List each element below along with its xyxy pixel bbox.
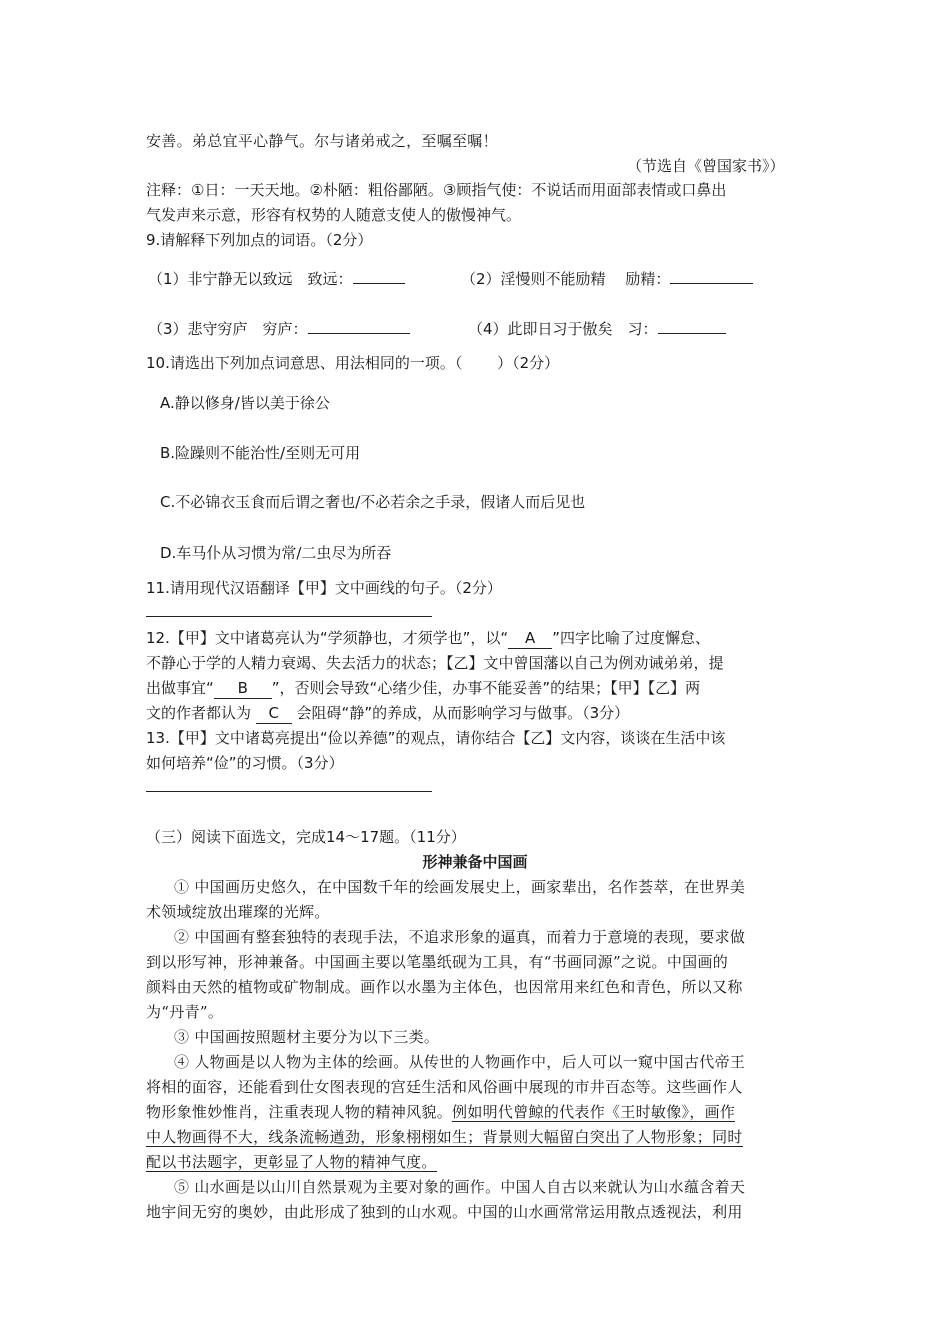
para-4-line-2: 将相的面容，还能看到仕女图表现的宫廷生活和风俗画中展现的市井百态等。这些画作人 <box>146 1078 743 1096</box>
q13-line-1: 13.【甲】文中诸葛亮提出“俭以养德”的观点，请你结合【乙】文内容，谈谈在生活中该 <box>146 729 726 747</box>
q12-line-1 <box>146 628 710 649</box>
q9-answer-2-blank[interactable] <box>670 268 753 284</box>
para-1-line-2: 术领域绽放出璀璨的光辉。 <box>146 903 330 921</box>
q10-option-a[interactable]: A.静以修身/皆以美于徐公 <box>160 394 330 412</box>
para-2-line-2: 到以形写神，形神兼备。中国画主要以笔墨纸砚为工具，有“书画同源”之说。中国画的 <box>146 953 729 971</box>
q9-answer-1-blank[interactable] <box>353 268 405 284</box>
q12-line-3-b: ”，否则会导致“心绪少佳，办事不能妥善”的结果；【甲】【乙】两 <box>271 679 701 697</box>
q10-option-d[interactable]: D.车马仆从习惯为常/二虫尽为所吞 <box>160 544 392 562</box>
para-1-line-1: ① 中国画历史悠久，在中国数千年的绘画发展史上，画家辈出，名作荟萃，在世界美 <box>174 878 746 896</box>
para-2-line-4: 为“丹青”。 <box>146 1003 224 1021</box>
para-4-underlined-start: 例如明代曾鲸的代表作《王时敏像》，画作 <box>452 1103 736 1121</box>
q10-stem: 10.请选出下列加点词意思、用法相同的一项。（ ）（2分） <box>146 354 560 372</box>
q9-item-1 <box>148 268 405 289</box>
section3-heading: （三）阅读下面选文，完成14～17题。（11分） <box>146 828 466 846</box>
yi-text-last-line: 安善。弟总宜平心静气。尔与诸弟戒之，至嘱至嘱！ <box>146 132 498 150</box>
q9-item-3 <box>148 318 410 339</box>
notes-line-2: 气发声来示意，形容有权势的人随意支使人的傲慢神气。 <box>146 206 522 224</box>
q10-option-b[interactable]: B.险躁则不能治性/至则无可用 <box>160 444 361 462</box>
q12-line-1-b: ”四字比喻了过度懈怠、 <box>552 629 710 647</box>
q12-line-3-a: 出做事宜“ <box>146 679 214 697</box>
q12-line-4-b: 会阻碍“静”的养成，从而影响学习与做事。（3分） <box>291 704 630 722</box>
para-4-line-3 <box>146 1102 735 1122</box>
para-2-line-3: 颜料由天然的植物或矿物制成。画作以水墨为主体色，也因常用来红色和青色，所以又称 <box>146 978 743 996</box>
yi-source: （节选自《曾国家书》） <box>627 157 785 175</box>
para-2-line-1: ② 中国画有整套独特的表现手法，不追求形象的逼真，而着力于意境的表现，要求做 <box>174 928 746 946</box>
q9-item-3-text: （3）悲守穷庐 穷庐： <box>148 320 308 338</box>
q12-blank-a[interactable]: A <box>508 628 552 649</box>
para-4-line-5 <box>146 1152 437 1172</box>
para-3: ③ 中国画按照题材主要分为以下三类。 <box>174 1028 440 1046</box>
q12-line-1-a: 12.【甲】文中诸葛亮认为“学须静也，才须学也”，以“ <box>146 629 509 647</box>
q9-item-4-text: （4）此即日习于傲矣 习： <box>468 320 658 338</box>
q9-item-1-text: （1）非宁静无以致远 致远： <box>148 270 353 288</box>
q12-line-2: 不静心于学的人精力衰竭、失去活力的状态；【乙】文中曾国藩以自己为例劝诫弟弟，提 <box>146 654 724 672</box>
q12-line-4-a: 文的作者都认为 <box>146 704 256 722</box>
para-5-line-1: ⑤ 山水画是以山川自然景观为主要对象的画作。中国人自古以来就认为山水蕴含着天 <box>174 1178 746 1196</box>
q9-answer-3-blank[interactable] <box>308 318 410 334</box>
para-4-underlined-mid: 中人物画得不大，线条流畅遒劲，形象栩栩如生；背景则大幅留白突出了人物形象；同时 <box>146 1128 743 1146</box>
q12-line-3 <box>146 678 700 699</box>
para-4-line-1: ④ 人物画是以人物为主体的绘画。从传世的人物画作中，后人可以一窥中国古代帝王 <box>174 1053 746 1071</box>
q12-line-4 <box>146 703 629 724</box>
q12-blank-b[interactable]: B <box>214 678 272 699</box>
q9-item-2 <box>461 268 753 289</box>
q9-item-4 <box>468 318 726 339</box>
para-4-line-3-a: 物形象惟妙惟肖，注重表现人物的精神风貌。 <box>146 1103 453 1121</box>
q12-blank-c[interactable]: C <box>256 703 292 724</box>
article-title: 形神兼备中国画 <box>422 853 528 871</box>
q9-stem: 9.请解释下列加点的词语。（2分） <box>146 231 373 249</box>
para-4-underlined-end: 配以书法题字，更彰显了人物的精神气度。 <box>146 1153 437 1171</box>
para-4-line-4 <box>146 1127 743 1147</box>
q9-item-2-text: （2）淫慢则不能励精 励精： <box>461 270 671 288</box>
q10-option-c[interactable]: C.不必锦衣玉食而后谓之奢也/不必若余之手录，假诸人而后见也 <box>160 493 586 511</box>
q13-answer-line[interactable] <box>146 791 432 792</box>
q9-answer-4-blank[interactable] <box>658 318 726 334</box>
q11-answer-line[interactable] <box>146 616 432 617</box>
notes-line-1: 注释：①日：一天天地。②朴陋：粗俗鄙陋。③顾指气使：不说话而用面部表情或口鼻出 <box>146 181 727 199</box>
para-5-line-2: 地宇间无穷的奥妙，由此形成了独到的山水观。中国的山水画常常运用散点透视法，利用 <box>146 1203 743 1221</box>
q11-stem: 11.请用现代汉语翻译【甲】文中画线的句子。（2分） <box>146 579 502 597</box>
q13-line-2: 如何培养“俭”的习惯。（3分） <box>146 754 344 772</box>
